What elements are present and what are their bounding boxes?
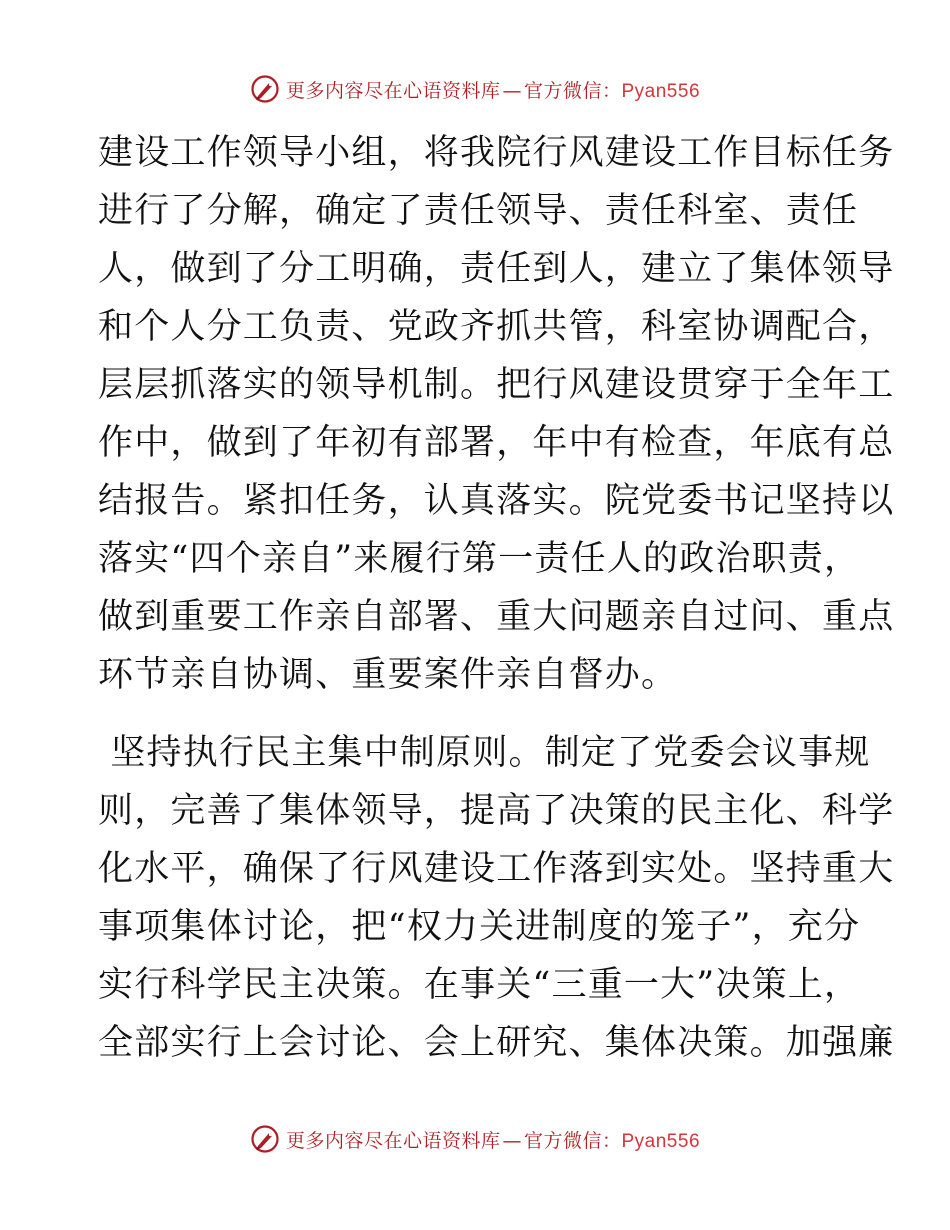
watermark-text (286, 1126, 700, 1153)
text-line: 化水平，确保了行风建设工作落到实处。坚持重大 (98, 849, 895, 889)
paragraph-1 (98, 124, 895, 704)
watermark-dash: — (502, 79, 522, 102)
watermark-official-label: 官方微信： (523, 79, 622, 102)
text-line: 和个人分工负责、党政齐抓共管，科室协调配合， (98, 307, 895, 347)
pen-logo-icon (250, 74, 280, 104)
text-line: 建设工作领导小组，将我院行风建设工作目标任务 (98, 133, 895, 173)
header-watermark (0, 74, 950, 104)
text-line: 结报告。紧扣任务，认真落实。院党委书记坚持以 (98, 481, 895, 521)
text-line: 人，做到了分工明确，责任到人，建立了集体领导 (98, 249, 895, 289)
document-body (98, 124, 895, 1072)
watermark-dash: — (502, 1129, 522, 1152)
watermark-wechat-id: Pyan556 (621, 80, 701, 102)
text-line: 作中，做到了年初有部署，年中有检查，年底有总 (98, 423, 895, 463)
text-line: 全部实行上会讨论、会上研究、集体决策。加强廉 (98, 1023, 895, 1063)
watermark-official-label: 官方微信： (523, 1129, 622, 1152)
paragraph-spacer (98, 704, 858, 724)
text-line: 事项集体讨论，把“权力关进制度的笼子”，充分 (98, 907, 861, 947)
watermark-brand: 更多内容尽在心语资料库 (285, 79, 501, 102)
text-line: 环节亲自协调、重要案件亲自督办。 (98, 655, 678, 695)
text-line: 做到重要工作亲自部署、重大问题亲自过问、重点 (98, 597, 895, 637)
text-line: 落实“四个亲自”来履行第一责任人的政治职责， (98, 539, 861, 579)
pen-logo-icon (250, 1124, 280, 1154)
watermark-wechat-id: Pyan556 (621, 1130, 701, 1152)
paragraph-2 (98, 724, 895, 1072)
watermark-brand: 更多内容尽在心语资料库 (285, 1129, 501, 1152)
text-line: 进行了分解，确定了责任领导、责任科室、责任 (98, 191, 859, 231)
text-line: 则，完善了集体领导，提高了决策的民主化、科学 (98, 791, 895, 831)
text-line: 实行科学民主决策。在事关“三重一大”决策上， (98, 965, 861, 1005)
text-line: 层层抓落实的领导机制。把行风建设贯穿于全年工 (98, 365, 895, 405)
watermark-text (286, 76, 700, 103)
footer-watermark (0, 1124, 950, 1154)
text-line: 坚持执行民主集中制原则。制定了党委会议事规 (98, 733, 871, 773)
